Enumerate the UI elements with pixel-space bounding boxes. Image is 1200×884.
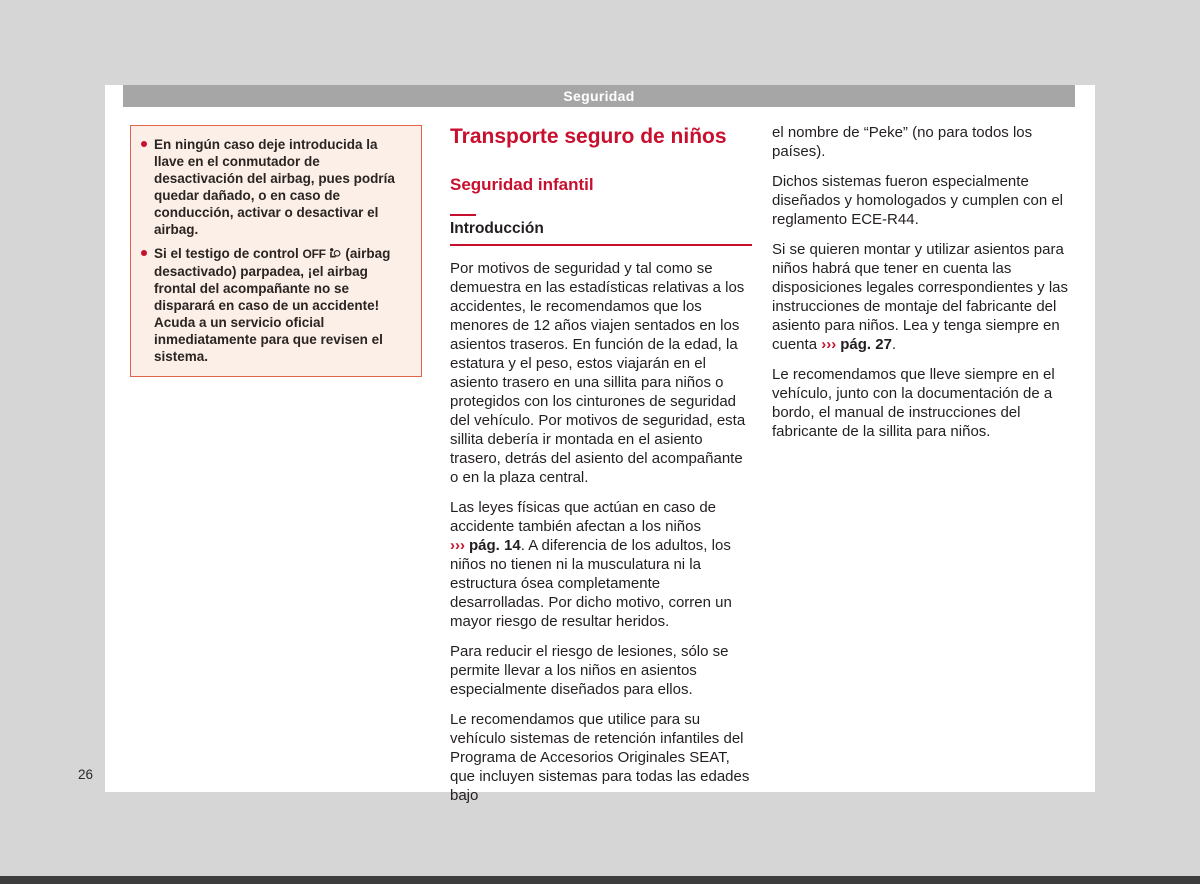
paragraph xyxy=(772,123,1072,161)
warning-item xyxy=(141,136,411,238)
reference-arrows: ››› xyxy=(821,336,837,353)
text-segment: Para reducir el riesgo de lesiones, sólo se permite llevar a los niños en asientos especialmente diseñados para ellos. xyxy=(450,643,729,698)
warning-text xyxy=(154,245,411,365)
section-accent-rule xyxy=(450,214,476,216)
text-segment: Las leyes físicas que actúan en caso de accidente también afectan a los niños xyxy=(450,499,717,535)
chapter-header-bar xyxy=(123,85,1075,107)
airbag-off-label: OFF xyxy=(302,247,326,261)
reference-arrows: ››› xyxy=(450,537,465,554)
paragraph xyxy=(450,498,752,631)
text-segment: . xyxy=(891,336,897,353)
section-heading-block xyxy=(450,214,752,246)
airbag-off-indicator-icon xyxy=(328,245,341,262)
warning-text xyxy=(154,136,411,238)
article-subtitle: Seguridad infantil xyxy=(450,175,594,194)
article-column-2 xyxy=(450,125,752,805)
warning-text-segment: En ningún caso deje introducida la llave en el conmutador de desactivación del airbag, pues podría quedar dañado, o en caso de conducción, activar o desactivar el airbag. xyxy=(154,137,395,237)
text-segment: el nombre de “Peke” (no para todos los países). xyxy=(772,124,1033,160)
bottom-edge-strip xyxy=(0,876,1200,884)
page-reference: pág. 14 xyxy=(469,537,521,554)
paragraph xyxy=(772,240,1072,354)
text-segment: Dichos sistemas fueron especialmente diseñados y homologados y cumplen con el reglamento ECE-R44. xyxy=(772,173,1064,228)
chapter-title: Seguridad xyxy=(563,88,635,104)
page-reference: pág. 27 xyxy=(840,336,892,353)
paragraph xyxy=(772,172,1072,229)
paragraph xyxy=(450,710,752,805)
paragraph xyxy=(450,642,752,699)
text-segment: Por motivos de seguridad y tal como se demuestra en las estadísticas relativas a los accidentes, le recomendamos que los menores de 12 años viajen sentados en los asientos traseros. En función de la edad, la estatura y el peso, estos viajarán en el asiento trasero en una sillita para niños o protegidos con los cinturones de seguridad del vehículo. Por motivos de seguridad, esta sillita debería ir montada en el asiento trasero, detrás del asiento del acompañante o en la plaza central. xyxy=(450,260,746,486)
warning-bullet-icon xyxy=(141,250,147,256)
warning-item xyxy=(141,245,411,365)
text-segment: Si se quieren montar y utilizar asientos para niños habrá que tener en cuenta las disposiciones legales correspondientes y las instrucciones de montaje del fabricante del asiento para niños. Lea y tenga siempre en cuenta xyxy=(772,241,1069,353)
text-segment: Le recomendamos que utilice para su vehículo sistemas de retención infantiles del Programa de Accesorios Originales SEAT, que incluyen sistemas para todas las edades bajo xyxy=(450,711,750,804)
article-column-3 xyxy=(772,123,1072,441)
section-title: Introducción xyxy=(450,220,752,246)
paragraph xyxy=(772,365,1072,441)
page-number: 26 xyxy=(78,767,94,782)
article-title: Transporte seguro de niños xyxy=(450,125,727,148)
paragraph xyxy=(450,259,752,487)
warning-text-segment: (airbag desactivado) parpadea, ¡el airbag frontal del acompañante no se disparará en caso de un accidente! Acuda a un servicio oficial inmediatamente para que revisen el sistema. xyxy=(154,246,391,364)
warning-text-segment: Si el testigo de control xyxy=(154,246,303,261)
text-segment: Le recomendamos que lleve siempre en el vehículo, junto con la documentación de a bordo, el manual de instrucciones del fabricante de la sillita para niños. xyxy=(772,366,1055,440)
warning-box xyxy=(130,125,422,377)
warning-bullet-icon xyxy=(141,141,147,147)
text-segment: . A diferencia de los adultos, los niños no tienen ni la musculatura ni la estructura ósea completamente desarrolladas. Por dicho motivo, corren un mayor riesgo de resultar heridos. xyxy=(450,537,732,630)
